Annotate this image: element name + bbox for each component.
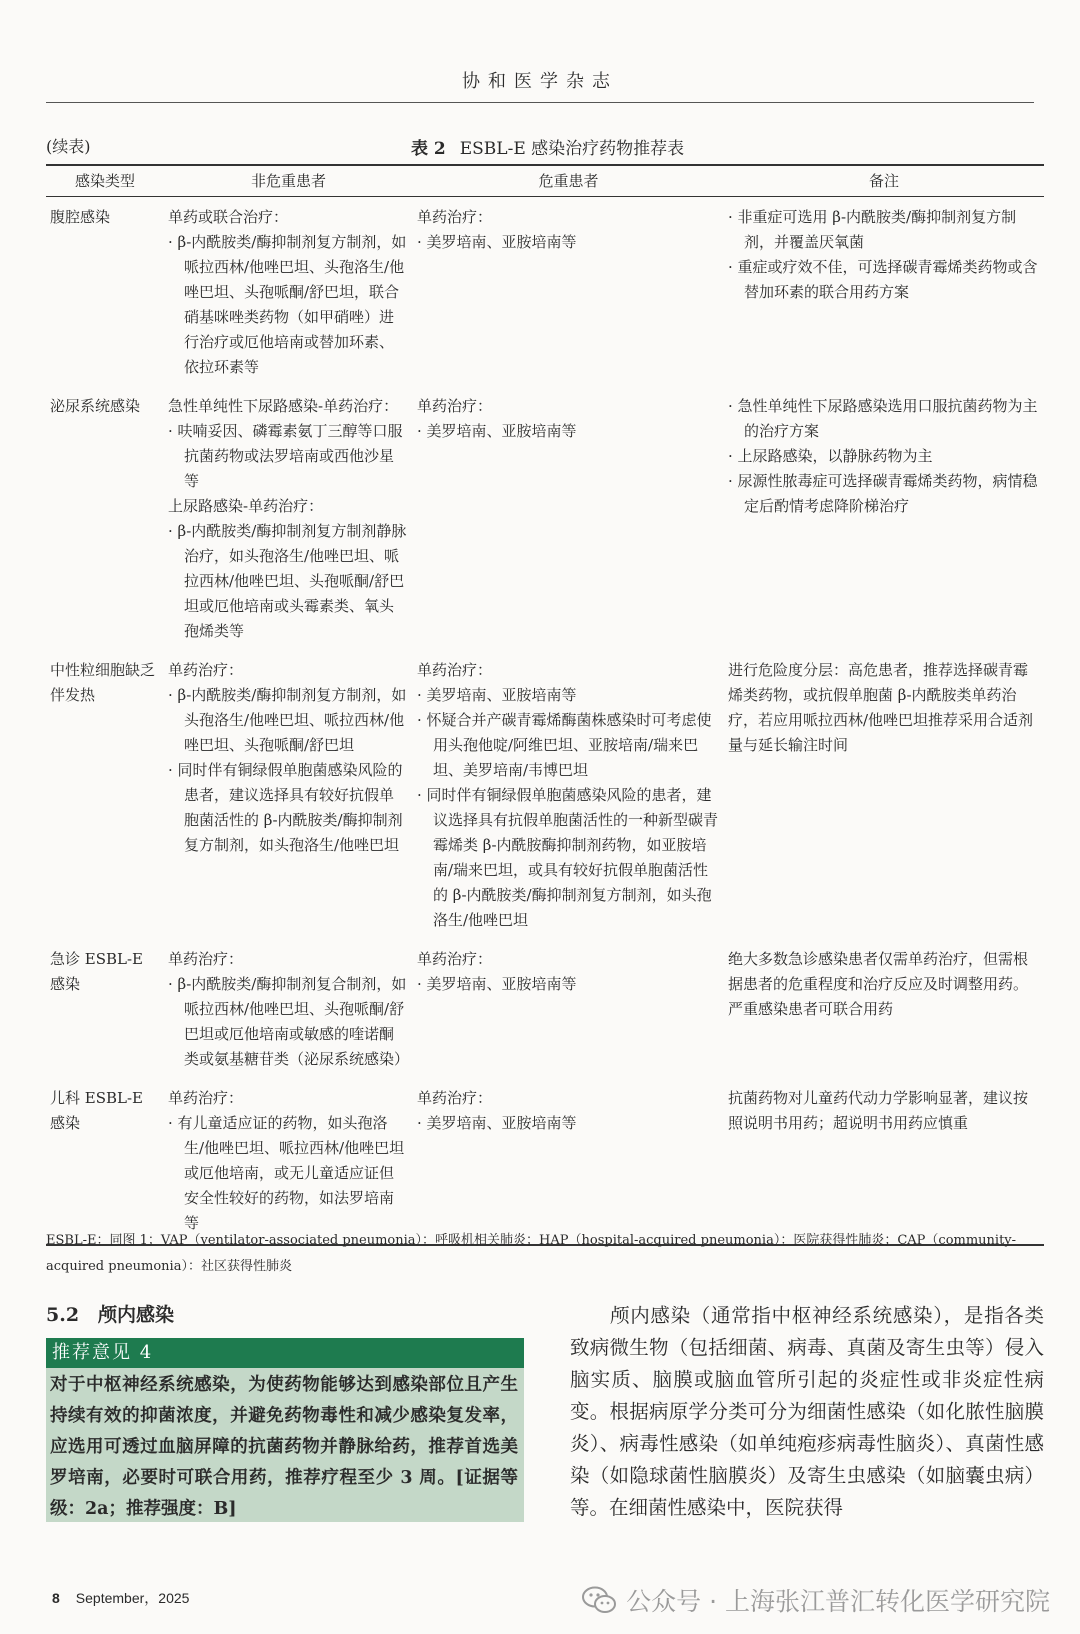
cell-infection-type: 中性粒细胞缺乏伴发热 — [50, 661, 156, 704]
recommendation-box — [46, 1338, 524, 1522]
regimen-label: 单药治疗： — [417, 1089, 493, 1107]
table-title — [411, 134, 684, 159]
table-header-row — [46, 165, 1044, 197]
regimen-label: 单药或联合治疗： — [168, 208, 289, 226]
cell-non-critical — [164, 650, 413, 939]
remark-item: · 急性单纯性下尿路感染选用口服抗菌药物为主的治疗方案 — [728, 397, 1038, 440]
cell-infection-type: 急诊 ESBL-E 感染 — [50, 950, 143, 993]
regimen-label: 单药治疗： — [417, 208, 493, 226]
table-continued-label: (续表) — [46, 137, 91, 156]
cell-remarks — [724, 939, 1044, 1078]
cell-remarks — [724, 650, 1044, 939]
remark-item: · 上尿路感染，以静脉药物为主 — [728, 447, 933, 465]
cell-critical — [413, 939, 724, 1078]
remark-item: 进行危险度分层：高危患者，推荐选择碳青霉烯类药物，或抗假单胞菌 β-内酰胺类单药治疗，若应用哌拉西林/他唑巴坦推荐采用合适剂量与延长输注时间 — [728, 661, 1034, 754]
regimen-label: 单药治疗： — [417, 661, 493, 679]
regimen-item: · 美罗培南、亚胺培南等 — [417, 1114, 577, 1132]
regimen-item: · β-内酰胺类/酶抑制剂复方制剂，如头孢洛生/他唑巴坦、哌拉西林/他唑巴坦、头孢哌酮/舒巴坦 — [168, 686, 407, 754]
regimen-item: · β-内酰胺类/酶抑制剂复方制剂，如哌拉西林/他唑巴坦、头孢洛生/他唑巴坦、头孢哌酮/舒巴坦，联合硝基咪唑类药物（如甲硝唑）进行治疗或厄他培南或替加环素、依拉环素等 — [168, 233, 407, 376]
remark-item: 抗菌药物对儿童药代动力学影响显著，建议按照说明书用药；超说明书用药应慎重 — [728, 1089, 1029, 1132]
regimen-item: · 美罗培南、亚胺培南等 — [417, 975, 577, 993]
cell-infection-type: 泌尿系统感染 — [50, 397, 141, 415]
regimen-label: 单药治疗： — [168, 1089, 244, 1107]
body-paragraph: 颅内感染（通常指中枢神经系统感染），是指各类致病微生物（包括细菌、病毒、真菌及寄生虫等）侵入脑实质、脑膜或脑血管所引起的炎症性或非炎症性病变。根据病原学分类可分为细菌性感染（如化脓性脑膜炎）、病毒性感染（如单纯疱疹病毒性脑炎）、真菌性感染（如隐球菌性脑膜炎）及寄生虫感染（如脑囊虫病）等。在细菌性感染中，医院获得 — [570, 1304, 1044, 1519]
table-row — [46, 1078, 1044, 1245]
cell-non-critical — [164, 1078, 413, 1245]
regimen-label: 上尿路感染-单药治疗： — [168, 497, 324, 515]
regimen-item: · 美罗培南、亚胺培南等 — [417, 233, 577, 251]
journal-header — [46, 62, 1034, 103]
table-row — [46, 386, 1044, 650]
regimen-item: · β-内酰胺类/酶抑制剂复合制剂，如哌拉西林/他唑巴坦、头孢哌酮/舒巴坦或厄他培南或敏感的喹诺酮类或氨基糖苷类（泌尿系统感染） — [168, 975, 410, 1068]
regimen-label: 急性单纯性下尿路感染-单药治疗： — [168, 397, 399, 415]
wechat-icon — [582, 1586, 616, 1614]
cell-critical — [413, 197, 724, 387]
regimen-item: · 呋喃妥因、磷霉素氨丁三醇等口服抗菌药物或法罗培南或西他沙星等 — [168, 422, 403, 490]
header-non-critical: 非危重患者 — [164, 165, 413, 197]
remark-item: · 尿源性脓毒症可选择碳青霉烯类药物，病情稳定后酌情考虑降阶梯治疗 — [728, 472, 1038, 515]
cell-infection-type: 儿科 ESBL-E 感染 — [46, 1078, 164, 1245]
header-critical: 危重患者 — [413, 165, 724, 197]
table-footnote: ESBL-E：同图 1；VAP（ventilator-associated pneumonia）：呼吸机相关肺炎；HAP（hospital-acquired pneumonia）：医院获得性肺炎；CAP（community-acquired pneumonia）：社区获得性肺炎 — [46, 1233, 1017, 1274]
regimen-item: · 怀疑合并产碳青霉烯酶菌株感染时可考虑使用头孢他啶/阿维巴坦、亚胺培南/瑞来巴坦、美罗培南/韦博巴坦 — [417, 711, 712, 779]
cell-non-critical — [164, 386, 413, 650]
remark-item: · 非重症可选用 β-内酰胺类/酶抑制剂复方制剂，并覆盖厌氧菌 — [728, 208, 1017, 251]
issue-date: September，2025 — [75, 1590, 190, 1606]
remark-item: · 重症或疗效不佳，可选择碳青霉烯类药物或含替加环素的联合用药方案 — [728, 258, 1038, 301]
cell-remarks — [724, 386, 1044, 650]
journal-name: 协和医学杂志 — [462, 71, 618, 92]
regimen-label: 单药治疗： — [417, 950, 493, 968]
regimen-item: · 美罗培南、亚胺培南等 — [417, 422, 577, 440]
cell-remarks — [724, 197, 1044, 387]
cell-critical — [413, 650, 724, 939]
table-row — [46, 939, 1044, 1078]
regimen-item: · 同时伴有铜绿假单胞菌感染风险的患者，建议选择具有抗假单胞菌活性的一种新型碳青霉烯类 β-内酰胺酶抑制剂药物，如亚胺培南/瑞来巴坦，或具有较好抗假单胞菌活性的 β-内酰胺类/酶抑制剂复方制剂，如头孢洛生/他唑巴坦 — [417, 786, 719, 929]
regimen-item: · β-内酰胺类/酶抑制剂复方制剂静脉治疗，如头孢洛生/他唑巴坦、哌拉西林/他唑巴坦、头孢哌酮/舒巴坦或厄他培南或头霉素类、氧头孢烯类等 — [168, 522, 407, 640]
regimen-item: · 有儿童适应证的药物，如头孢洛生/他唑巴坦、哌拉西林/他唑巴坦或厄他培南，或无儿童适应证但安全性较好的药物，如法罗培南等 — [168, 1114, 405, 1232]
drug-recommendation-table — [46, 164, 1044, 1246]
cell-non-critical — [164, 197, 413, 387]
table-caption — [46, 134, 1044, 164]
watermark-text: 公众号 · 上海张江普汇转化医学研究院 — [626, 1587, 1050, 1616]
recommendation-text: 对于中枢神经系统感染，为使药物能够达到感染部位且产生持续有效的抑菌浓度，并避免药物毒性和减少感染复发率，应选用可透过血脑屏障的抗菌药物并静脉给药，推荐首选美罗培南，必要时可联合用药，推荐疗程至少 3 周。[证据等级：2a；推荐强度：B] — [50, 1375, 518, 1519]
regimen-label: 单药治疗： — [168, 950, 244, 968]
table-row — [46, 650, 1044, 939]
cell-infection-type: 腹腔感染 — [50, 208, 111, 226]
regimen-item: · 美罗培南、亚胺培南等 — [417, 686, 577, 704]
cell-non-critical — [164, 939, 413, 1078]
header-remarks: 备注 — [724, 165, 1044, 197]
page-number: 8 — [52, 1590, 60, 1606]
regimen-label: 单药治疗： — [168, 661, 244, 679]
cell-critical — [413, 1078, 724, 1245]
page-footer — [52, 1588, 189, 1608]
table-row — [46, 197, 1044, 387]
regimen-label: 单药治疗： — [417, 397, 493, 415]
cell-critical — [413, 386, 724, 650]
section-title: 5.2 颅内感染 — [46, 1304, 175, 1326]
regimen-item: · 同时伴有铜绿假单胞菌感染风险的患者，建议选择具有较好抗假单胞菌活性的 β-内酰胺类/酶抑制剂复方制剂，如头孢洛生/他唑巴坦 — [168, 761, 403, 854]
recommendation-heading: 推荐意见 4 — [46, 1338, 524, 1368]
header-infection-type: 感染类型 — [46, 165, 164, 197]
cell-remarks — [724, 1078, 1044, 1245]
remark-item: 绝大多数急诊感染患者仅需单药治疗，但需根据患者的危重程度和治疗反应及时调整用药。严重感染患者可联合用药 — [728, 950, 1029, 1018]
table-number: 表 2 — [411, 139, 446, 159]
watermark — [582, 1582, 1050, 1618]
table-title-text: ESBL-E 感染治疗药物推荐表 — [459, 139, 685, 159]
